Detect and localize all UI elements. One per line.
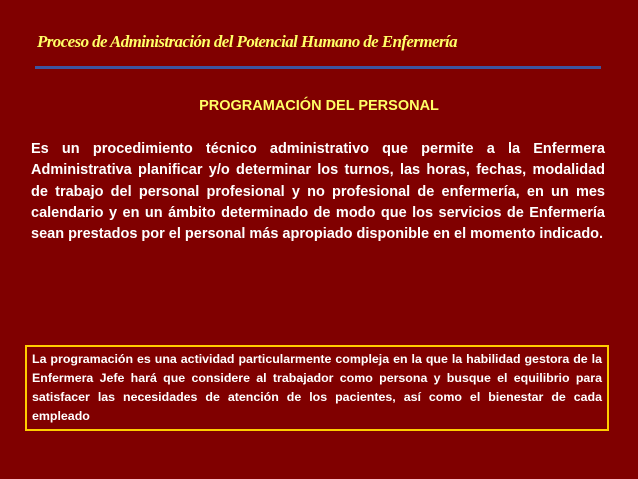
definition-paragraph: Es un procedimiento técnico administrativo que permite a la Enfermera Administrativa planificar y/o determinar los turnos, las horas, fechas, modalidad de trabajo del personal profesional y no profesional de enfermería, en un mes calendario y en un ámbito determinado de modo que los servicios de Enfermería sean prestados por el personal más apropiado disponible en el momento indicado. bbox=[31, 141, 605, 243]
note-box bbox=[25, 345, 609, 431]
title-underline bbox=[35, 66, 601, 69]
note-text: La programación es una actividad particularmente compleja en la que la habilidad gestora de la Enfermera Jefe hará que considere al trabajador como persona y busque el equilibrio para satisfacer las necesidades de atención de los pacientes, así como el bienestar de cada empleado bbox=[32, 352, 602, 423]
section-heading: PROGRAMACIÓN DEL PERSONAL bbox=[199, 98, 439, 114]
slide-title: Proceso de Administración del Potencial Humano de Enfermería bbox=[37, 32, 458, 51]
